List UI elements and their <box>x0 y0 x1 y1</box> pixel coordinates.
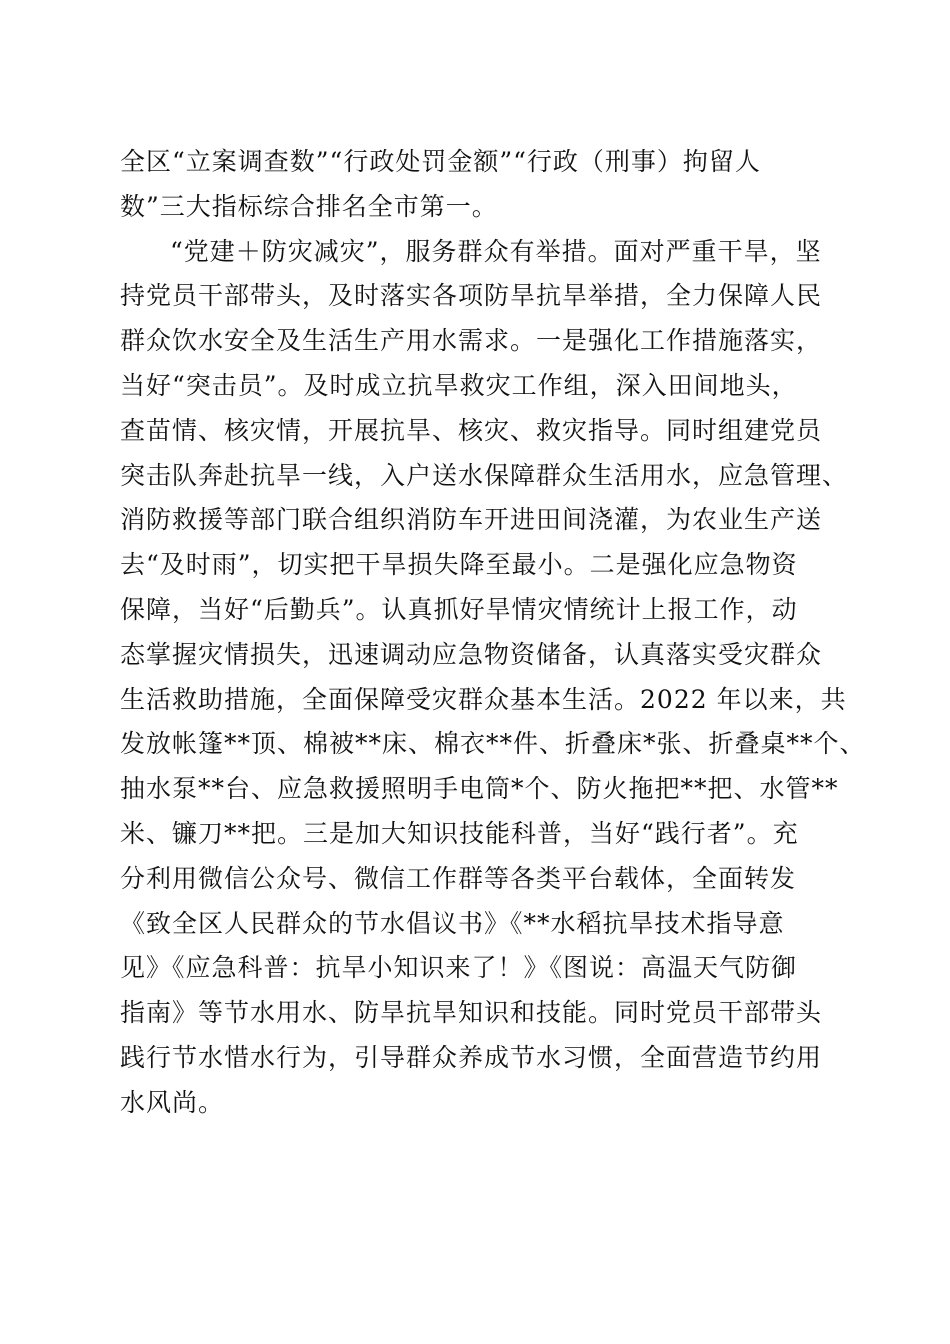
text-line: 突击队奔赴抗旱一线，入户送水保障群众生活用水，应急管理、 <box>120 460 849 490</box>
text-line: 指南》等节水用水、防旱抗旱知识和技能。同时党员干部带头 <box>120 998 823 1028</box>
text-line: 分利用微信公众号、微信工作群等各类平台载体，全面转发 <box>120 863 797 893</box>
text-line: 践行节水惜水行为，引导群众养成节水习惯，全面营造节约用 <box>120 1042 823 1072</box>
text-line: 米、镰刀**把。三是加大知识技能科普，当好“践行者”。充 <box>120 818 799 848</box>
text-line: 数”三大指标综合排名全市第一。 <box>120 191 498 221</box>
text-line: 保障，当好“后勤兵”。认真抓好旱情灾情统计上报工作，动 <box>120 594 798 624</box>
text-line: 当好“突击员”。及时成立抗旱救灾工作组，深入田间地头， <box>120 370 798 400</box>
text-line: 持党员干部带头，及时落实各项防旱抗旱举措，全力保障人民 <box>120 281 823 311</box>
text-line: 生活救助措施，全面保障受灾群众基本生活。2022 年以来，共 <box>120 684 847 714</box>
text-line: 见》《应急科普：抗旱小知识来了！》《图说：高温天气防御 <box>120 953 798 983</box>
text-line: 消防救援等部门联合组织消防车开进田间浇灌，为农业生产送 <box>120 505 823 535</box>
text-line: 去“及时雨”，切实把干旱损失降至最小。二是强化应急物资 <box>120 550 798 580</box>
text-line: “党建＋防灾减灾”，服务群众有举措。面对严重干旱，坚 <box>170 236 822 266</box>
text-line: 态掌握灾情损失，迅速调动应急物资储备，认真落实受灾群众 <box>120 639 823 669</box>
text-line: 查苗情、核灾情，开展抗旱、核灾、救灾指导。同时组建党员 <box>120 415 823 445</box>
text-line: 《致全区人民群众的节水倡议书》《**水稻抗旱技术指导意 <box>120 908 785 938</box>
text-line: 发放帐篷**顶、棉被**床、棉衣**件、折叠床*张、折叠桌**个、 <box>120 729 866 759</box>
text-line: 抽水泵**台、应急救援照明手电筒*个、防火拖把**把、水管** <box>120 774 839 804</box>
paragraph-disaster-relief <box>120 230 866 1126</box>
text-line: 水风尚。 <box>120 1087 225 1117</box>
text-line: 群众饮水安全及生活生产用水需求。一是强化工作措施落实， <box>120 326 823 356</box>
paragraph-ranking <box>120 140 830 230</box>
text-line: 全区“立案调查数”“行政处罚金额”“行政（刑事）拘留人 <box>120 147 761 176</box>
